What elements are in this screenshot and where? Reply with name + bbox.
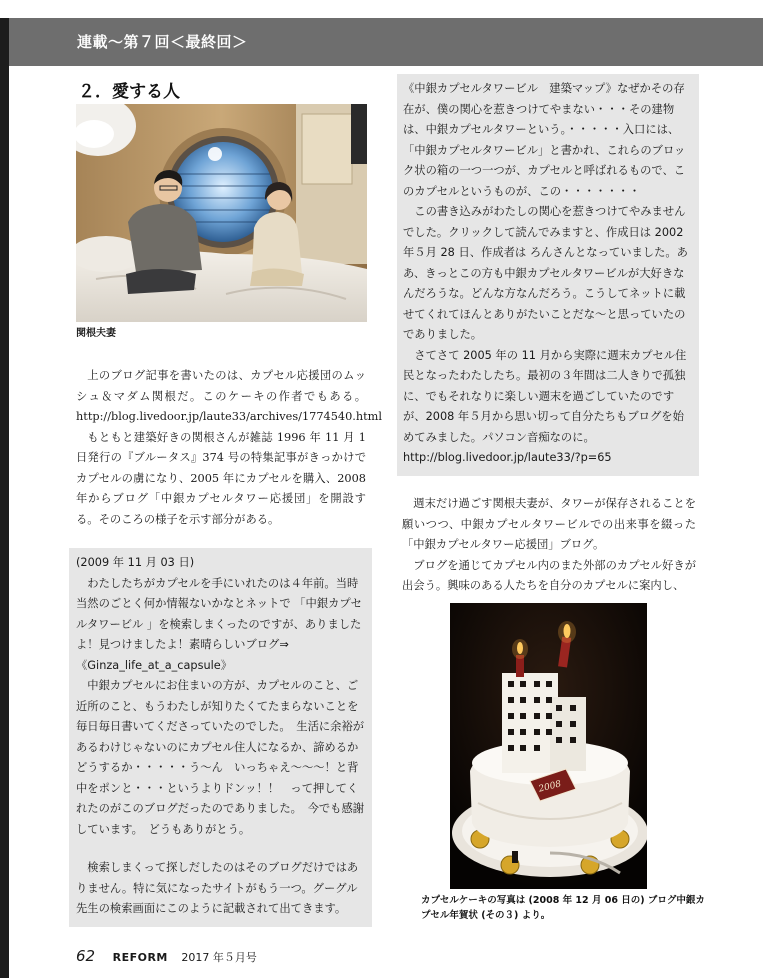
capsule-cake-illustration <box>450 603 647 889</box>
cake-photo-caption: カプセルケーキの写真は (2008 年 12 月 06 日の) ブログ中銀カプセル年賀状 (その３) より。 <box>421 895 705 921</box>
issue-date: 2017 年５月号 <box>181 951 257 964</box>
blog-quote-box-right <box>397 74 699 476</box>
series-title: 連載〜第７回＜最終回＞ <box>77 33 248 51</box>
blog-left-spacer <box>76 840 366 858</box>
left-article-paragraph-1: 上のブログ記事を書いたのは、カプセル応援団のムッシュ＆マダム関根だ。このケーキの作者でもある。http://blog.livedoor.jp/laute33/archives/1774540.html <box>76 369 382 423</box>
right-article-text <box>402 494 696 597</box>
left-article-paragraph-2: もともと建築好きの関根さんが雑誌 1996 年 11 月 1 日発行の『ブルータス』374 号の特集記事がきっかけでカプセルの虜になり、2005 年にカプセルを購入、2008 年からブログ「中銀カプセルタワー応援団」を開設する。そのころの様子を示す部分がある。 <box>76 430 366 526</box>
blog-quote-box-left <box>69 548 372 927</box>
left-article-text <box>76 366 382 530</box>
capsule-cake-photo <box>450 603 647 889</box>
cake-plaque-text: 2008 <box>537 779 563 795</box>
blog-url-link[interactable]: http://blog.livedoor.jp/laute33/?p=65 <box>403 451 612 464</box>
magazine-name: REFORM <box>112 951 168 964</box>
capsule-room-photo <box>76 104 367 322</box>
right-article-paragraph-1: 週末だけ過ごす関根夫妻が、タワーが保存されることを願いつつ、中銀カプセルタワービルでの出来事を綴った「中銀カプセルタワー応援団」ブログ。 <box>402 497 696 551</box>
blog-left-paragraph-3: 検索しまくって探しだしたのはそのブログだけではありません。特に気になったサイトがもう一つ。グーグル先生の検索画面にこのように記載されて出てきます。 <box>76 861 359 915</box>
page-number: 62 <box>76 947 96 965</box>
blog-right-paragraph-3: さてさて 2005 年の 11 月から実際に週末カプセル住民となったわたしたち。最初の３年間は二人きりで孤独に、でもそれなりに楽しい週末を過ごしていたのですが、2008 年５月から思い切って自分たちもブログを始めてみました。パソコン音痴なのに。 <box>403 348 687 444</box>
blog-right-paragraph-2: この書き込みがわたしの関心を惹きつけてやみませんでした。クリックして読んでみますと、作成日は 2002 年５月 28 日、作成者は ろんさんとなっていました。ああ、きっとこの方も中銀カプセルタワービルが大好きなんだろうな。どんな方なんだろう。こうしてネットに載せてくれてほんとありがたいことだな〜と思っていたのでありました。 <box>403 205 688 341</box>
capsule-room-photo-caption: 関根夫妻 <box>76 328 116 339</box>
blog-right-paragraph-1: 《中銀カプセルタワービル 建築マップ》なぜかその存在が、僕の関心を惹きつけてやまない・・・その建物は、中銀カプセルタワーという。・・・・・入口には、「中銀カプセルタワービル」と書かれ、これらのブロック状の箱の一つ一つが、カプセルと呼ばれるもので、このカプセルというものが、この・・・・・・・ <box>403 82 686 198</box>
blog-entry-date: (2009 年 11 月 03 日) <box>76 556 195 569</box>
page-footer <box>76 947 257 965</box>
page-edge-bar <box>0 18 9 978</box>
blog-left-paragraph-1: わたしたちがカプセルを手にいれたのは４年前。当時当然のごとく何か情報ないかなとネットで 「中銀カプセルタワービル 」を検索しまくったのですが、ありましたよ！見つけましたよ！素晴らしいブログ⇒《Ginza_life_at_a_capsule》 <box>76 576 362 672</box>
series-header-band <box>9 18 763 66</box>
section-heading: ２．愛する人 <box>78 82 180 102</box>
right-article-paragraph-2: ブログを通じてカプセル内のまた外部のカプセル好きが出会う。興味のある人たちを自分のカプセルに案内し、 <box>402 558 696 592</box>
capsule-room-illustration <box>76 104 367 322</box>
blog-left-paragraph-2: 中銀カプセルにお住まいの方が、カプセルのこと、ご近所のこと、もうわたしが知りたくてたまらないことを毎日毎日書いてくださっていたのでした。 生活に余裕があるわけじゃないのにカプセル住人になるか、諦めるかどうするか・・・・・う〜ん いっちゃえ〜〜〜！と背中をポンと・・・というよりドンッ！！ って押してくれたのがこのブログだったのでありました。 今でも感謝しています。 どうもありがとう。 <box>76 679 365 836</box>
